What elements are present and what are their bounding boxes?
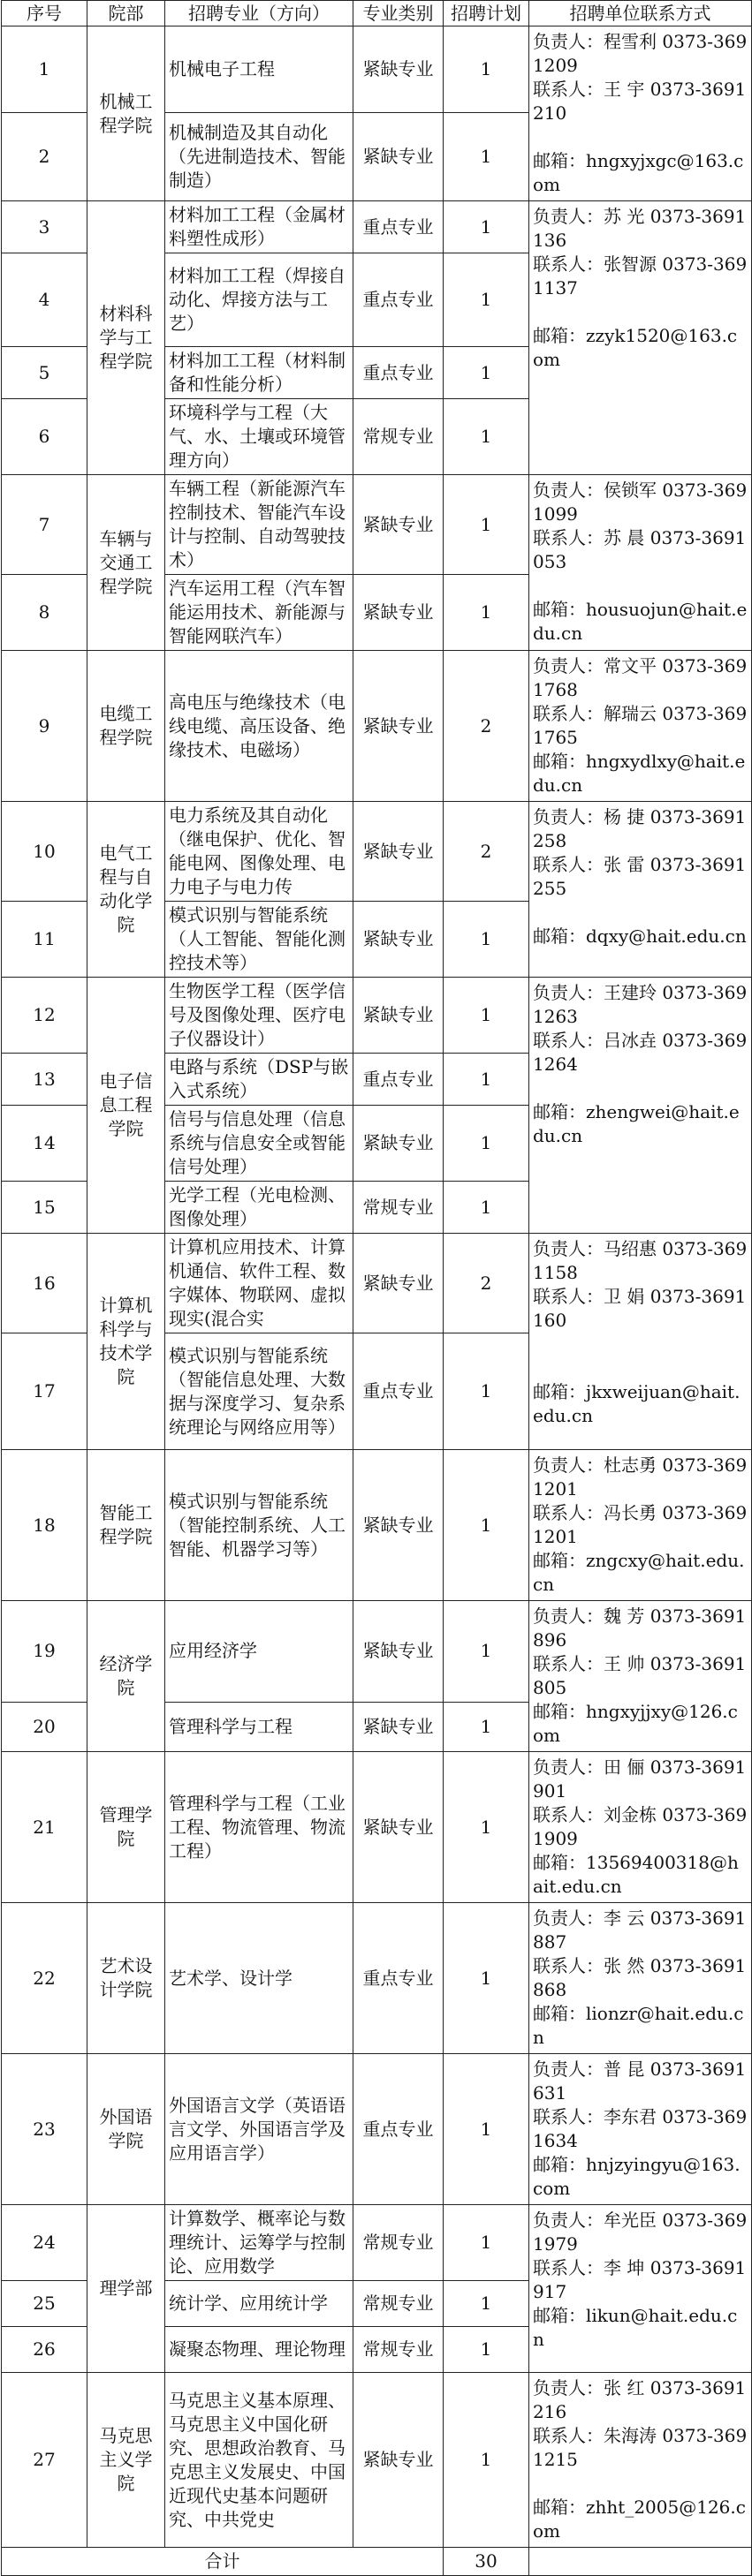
major-cell: 模式识别与智能系统（人工智能、智能化测控技术等）: [165, 902, 353, 978]
department-cell: 车辆与交通工程学院: [87, 475, 165, 651]
contact-leader: 负责人：苏 光 0373-3691136: [533, 206, 747, 251]
major-cell: 材料加工工程（焊接自动化、焊接方法与工艺）: [165, 253, 353, 347]
major-cell: 模式识别与智能系统（智能信息处理、大数据与深度学习、复杂系统理论与网络应用等）: [165, 1333, 353, 1450]
major-cell: 高电压与绝缘技术（电线电缆、高压设备、绝缘技术、电磁场）: [165, 651, 353, 802]
contact-cell: [529, 1903, 752, 2054]
plan-cell: 1: [444, 1752, 529, 1903]
major-cell: 计算数学、概率论与数理统计、运筹学与控制论、应用数学: [165, 2205, 353, 2281]
contact-email: 邮箱：dqxy@hait.edu.cn: [533, 925, 747, 947]
department-cell: 外国语学院: [87, 2054, 165, 2205]
row-no: 8: [2, 575, 87, 651]
major-cell: 马克思主义基本原理、马克思主义中国化研究、思想政治教育、马克思主义发展史、中国近现代史基本问题研究、中共党史: [165, 2373, 353, 2548]
category-cell: 常规专业: [353, 2327, 444, 2373]
header-plan: 招聘计划: [444, 1, 529, 26]
plan-cell: 1: [444, 2373, 529, 2548]
contact-leader: 负责人：魏 芳 0373-3691896: [533, 1605, 747, 1651]
plan-cell: 1: [444, 1601, 529, 1703]
contact-email: 邮箱：hngxyjxgc@163.com: [533, 150, 744, 195]
major-cell: 电路与系统（DSP与嵌入式系统）: [165, 1054, 353, 1106]
category-cell: 紧缺专业: [353, 1702, 444, 1751]
department-cell: 材料科学与工程学院: [87, 201, 165, 475]
row-no: 17: [2, 1333, 87, 1450]
row-no: 26: [2, 2327, 87, 2373]
row-no: 7: [2, 475, 87, 575]
table-row: [2, 1234, 752, 1333]
plan-cell: 2: [444, 1234, 529, 1333]
major-cell: 应用经济学: [165, 1601, 353, 1703]
contact-leader: 负责人：田 俪 0373-3691901: [533, 1756, 747, 1802]
category-cell: 紧缺专业: [353, 112, 444, 200]
contact-email: 邮箱：zzyk1520@163.com: [533, 325, 738, 370]
row-no: 2: [2, 112, 87, 200]
contact-email: 邮箱：hngxyjjxy@126.com: [533, 1701, 738, 1746]
plan-cell: 1: [444, 475, 529, 575]
plan-cell: 1: [444, 112, 529, 200]
total-row: [2, 2548, 752, 2576]
contact-person: 联系人：苏 晨 0373-3691053: [533, 527, 747, 572]
total-label: 合计: [2, 2548, 444, 2576]
header-category: 专业类别: [353, 1, 444, 26]
department-cell: 经济学院: [87, 1601, 165, 1752]
contact-cell: [529, 2205, 752, 2373]
total-value: 30: [444, 2548, 529, 2576]
category-cell: 重点专业: [353, 201, 444, 253]
contact-email: 邮箱：zngcxy@hait.edu.cn: [533, 1550, 745, 1595]
category-cell: 重点专业: [353, 347, 444, 399]
table-row: [2, 1752, 752, 1903]
category-cell: 重点专业: [353, 1333, 444, 1450]
contact-cell: [529, 1234, 752, 1450]
contact-email: 邮箱：jkxweijuan@hait.edu.cn: [533, 1381, 741, 1426]
contact-cell: [529, 2373, 752, 2548]
category-cell: 紧缺专业: [353, 26, 444, 113]
major-cell: 机械制造及其自动化（先进制造技术、智能制造）: [165, 112, 353, 200]
table-row: [2, 1903, 752, 2054]
department-cell: 管理学院: [87, 1752, 165, 1903]
contact-person: 联系人：王 帅 0373-3691805: [533, 1653, 747, 1698]
row-no: 22: [2, 1903, 87, 2054]
major-cell: 车辆工程（新能源汽车控制技术、智能汽车设计与控制、自动驾驶技术）: [165, 475, 353, 575]
major-cell: 汽车运用工程（汽车智能运用技术、新能源与智能网联汽车）: [165, 575, 353, 651]
contact-leader: 负责人：常文平 0373-3691768: [533, 655, 748, 700]
contact-cell: [529, 978, 752, 1234]
row-no: 19: [2, 1601, 87, 1703]
contact-leader: 负责人：普 昆 0373-3691631: [533, 2059, 747, 2104]
row-no: 1: [2, 26, 87, 113]
table-row: [2, 1450, 752, 1601]
contact-person: 联系人：张智源 0373-3691137: [533, 253, 748, 298]
department-cell: 机械工程学院: [87, 26, 165, 201]
plan-cell: 1: [444, 575, 529, 651]
category-cell: 常规专业: [353, 1182, 444, 1234]
header-major: 招聘专业（方向）: [165, 1, 353, 26]
major-cell: 管理科学与工程（工业工程、物流管理、物流工程）: [165, 1752, 353, 1903]
category-cell: 重点专业: [353, 253, 444, 347]
row-no: 16: [2, 1234, 87, 1333]
plan-cell: 1: [444, 399, 529, 475]
table-row: [2, 475, 752, 575]
contact-email: 邮箱：13569400318@hait.edu.cn: [533, 1852, 739, 1897]
contact-leader: 负责人：杜志勇 0373-3691201: [533, 1454, 748, 1500]
major-cell: 材料加工工程（金属材料塑性成形）: [165, 201, 353, 253]
contact-leader: 负责人：侯锁军 0373-3691099: [533, 480, 748, 525]
contact-email: 邮箱：housuojun@hait.edu.cn: [533, 599, 748, 644]
plan-cell: 1: [444, 2205, 529, 2281]
plan-cell: 1: [444, 201, 529, 253]
category-cell: 紧缺专业: [353, 902, 444, 978]
department-cell: 马克思主义学院: [87, 2373, 165, 2548]
row-no: 6: [2, 399, 87, 475]
row-no: 12: [2, 978, 87, 1054]
header-contact: 招聘单位联系方式: [529, 1, 752, 26]
contact-cell: [529, 26, 752, 201]
contact-cell: [529, 1752, 752, 1903]
row-no: 14: [2, 1106, 87, 1182]
plan-cell: 1: [444, 978, 529, 1054]
table-row: [2, 651, 752, 802]
contact-email: 邮箱：zhht_2005@126.com: [533, 2497, 746, 2542]
contact-email: 邮箱：lionzr@hait.edu.cn: [533, 2003, 744, 2048]
category-cell: 重点专业: [353, 1054, 444, 1106]
row-no: 11: [2, 902, 87, 978]
table-row: [2, 201, 752, 253]
table-row: [2, 2205, 752, 2281]
row-no: 18: [2, 1450, 87, 1601]
table-row: [2, 2373, 752, 2548]
contact-email: 邮箱：likun@hait.edu.cn: [533, 2305, 738, 2350]
major-cell: 凝聚态物理、理论物理: [165, 2327, 353, 2373]
contact-person: 联系人：王 宇 0373-3691210: [533, 79, 747, 124]
contact-cell: [529, 201, 752, 475]
contact-email: 邮箱：zhengwei@hait.edu.cn: [533, 1101, 740, 1146]
row-no: 10: [2, 802, 87, 902]
major-cell: 模式识别与智能系统（智能控制系统、人工智能、机器学习等）: [165, 1450, 353, 1601]
header-department: 院部: [87, 1, 165, 26]
row-no: 20: [2, 1702, 87, 1751]
plan-cell: 1: [444, 1182, 529, 1234]
contact-email: 邮箱：hnjzyingyu@163.com: [533, 2154, 741, 2199]
plan-cell: 1: [444, 1450, 529, 1601]
plan-cell: 2: [444, 802, 529, 902]
plan-cell: 1: [444, 902, 529, 978]
plan-cell: 1: [444, 26, 529, 113]
contact-person: 联系人：李 坤 0373-3691917: [533, 2257, 747, 2302]
contact-person: 联系人：卫 娟 0373-3691160: [533, 1286, 747, 1331]
contact-leader: 负责人：马绍惠 0373-3691158: [533, 1238, 748, 1283]
contact-person: 联系人：张 然 0373-3691868: [533, 1955, 747, 2000]
table-row: [2, 802, 752, 902]
category-cell: 紧缺专业: [353, 651, 444, 802]
row-no: 5: [2, 347, 87, 399]
plan-cell: 2: [444, 651, 529, 802]
major-cell: 信号与信息处理（信息系统与信息安全或智能信号处理）: [165, 1106, 353, 1182]
contact-cell: [529, 651, 752, 802]
major-cell: 电力系统及其自动化（继电保护、优化、智能电网、图像处理、电力电子与电力传: [165, 802, 353, 902]
row-no: 27: [2, 2373, 87, 2548]
department-cell: 艺术设计学院: [87, 1903, 165, 2054]
row-no: 13: [2, 1054, 87, 1106]
category-cell: 紧缺专业: [353, 1234, 444, 1333]
plan-cell: 1: [444, 1903, 529, 2054]
major-cell: 计算机应用技术、计算机通信、软件工程、数字媒体、物联网、虚拟现实(混合实: [165, 1234, 353, 1333]
total-empty: [529, 2548, 752, 2576]
row-no: 4: [2, 253, 87, 347]
contact-leader: 负责人：李 云 0373-3691887: [533, 1907, 747, 1953]
plan-cell: 1: [444, 1702, 529, 1751]
table-row: [2, 2054, 752, 2205]
row-no: 24: [2, 2205, 87, 2281]
category-cell: 紧缺专业: [353, 1752, 444, 1903]
contact-cell: [529, 1601, 752, 1752]
header-row: [2, 1, 752, 26]
plan-cell: 1: [444, 2327, 529, 2373]
contact-leader: 负责人：牟光臣 0373-3691979: [533, 2210, 748, 2255]
major-cell: 光学工程（光电检测、图像处理）: [165, 1182, 353, 1234]
department-cell: 计算机科学与技术学院: [87, 1234, 165, 1450]
plan-cell: 1: [444, 347, 529, 399]
major-cell: 艺术学、设计学: [165, 1903, 353, 2054]
recruitment-table: [1, 0, 752, 2576]
row-no: 15: [2, 1182, 87, 1234]
category-cell: 常规专业: [353, 399, 444, 475]
plan-cell: 1: [444, 1054, 529, 1106]
contact-email: 邮箱：hngxydlxy@hait.edu.cn: [533, 751, 746, 796]
category-cell: 紧缺专业: [353, 1450, 444, 1601]
row-no: 25: [2, 2281, 87, 2327]
department-cell: 理学部: [87, 2205, 165, 2373]
contact-person: 联系人：刘金栋 0373-3691909: [533, 1804, 748, 1849]
category-cell: 紧缺专业: [353, 1601, 444, 1703]
category-cell: 紧缺专业: [353, 978, 444, 1054]
plan-cell: 1: [444, 1106, 529, 1182]
category-cell: 紧缺专业: [353, 1106, 444, 1182]
category-cell: 紧缺专业: [353, 475, 444, 575]
plan-cell: 1: [444, 2054, 529, 2205]
table-row: [2, 1601, 752, 1703]
category-cell: 常规专业: [353, 2205, 444, 2281]
major-cell: 管理科学与工程: [165, 1702, 353, 1751]
major-cell: 统计学、应用统计学: [165, 2281, 353, 2327]
department-cell: 电子信息工程学院: [87, 978, 165, 1234]
plan-cell: 1: [444, 253, 529, 347]
department-cell: 智能工程学院: [87, 1450, 165, 1601]
contact-cell: [529, 2054, 752, 2205]
category-cell: 重点专业: [353, 2054, 444, 2205]
category-cell: 常规专业: [353, 2281, 444, 2327]
category-cell: 重点专业: [353, 1903, 444, 2054]
department-cell: 电缆工程学院: [87, 651, 165, 802]
row-no: 23: [2, 2054, 87, 2205]
contact-person: 联系人：吕冰垚 0373-3691264: [533, 1030, 748, 1075]
row-no: 9: [2, 651, 87, 802]
major-cell: 机械电子工程: [165, 26, 353, 113]
contact-cell: [529, 802, 752, 978]
row-no: 21: [2, 1752, 87, 1903]
contact-leader: 负责人：王建玲 0373-3691263: [533, 982, 748, 1027]
contact-person: 联系人：冯长勇 0373-3691201: [533, 1502, 748, 1547]
major-cell: 外国语言文学（英语语言文学、外国语言学及应用语言学）: [165, 2054, 353, 2205]
contact-person: 联系人：朱海涛 0373-3691215: [533, 2425, 748, 2470]
contact-leader: 负责人：程雪利 0373-3691209: [533, 31, 748, 76]
category-cell: 紧缺专业: [353, 575, 444, 651]
contact-person: 联系人：李东君 0373-3691634: [533, 2106, 748, 2151]
contact-person: 联系人：解瑞云 0373-3691765: [533, 703, 748, 748]
major-cell: 环境科学与工程（大气、水、土壤或环境管理方向）: [165, 399, 353, 475]
plan-cell: 1: [444, 2281, 529, 2327]
header-no: 序号: [2, 1, 87, 26]
contact-cell: [529, 475, 752, 651]
contact-leader: 负责人：张 红 0373-3691216: [533, 2377, 747, 2422]
table-row: [2, 978, 752, 1054]
contact-cell: [529, 1450, 752, 1601]
contact-leader: 负责人：杨 捷 0373-3691258: [533, 806, 747, 851]
plan-cell: 1: [444, 1333, 529, 1450]
major-cell: 材料加工工程（材料制备和性能分析）: [165, 347, 353, 399]
category-cell: 紧缺专业: [353, 2373, 444, 2548]
major-cell: 生物医学工程（医学信号及图像处理、医疗电子仪器设计）: [165, 978, 353, 1054]
table-row: [2, 26, 752, 113]
department-cell: 电气工程与自动化学院: [87, 802, 165, 978]
category-cell: 紧缺专业: [353, 802, 444, 902]
contact-person: 联系人：张 雷 0373-3691255: [533, 854, 747, 899]
row-no: 3: [2, 201, 87, 253]
